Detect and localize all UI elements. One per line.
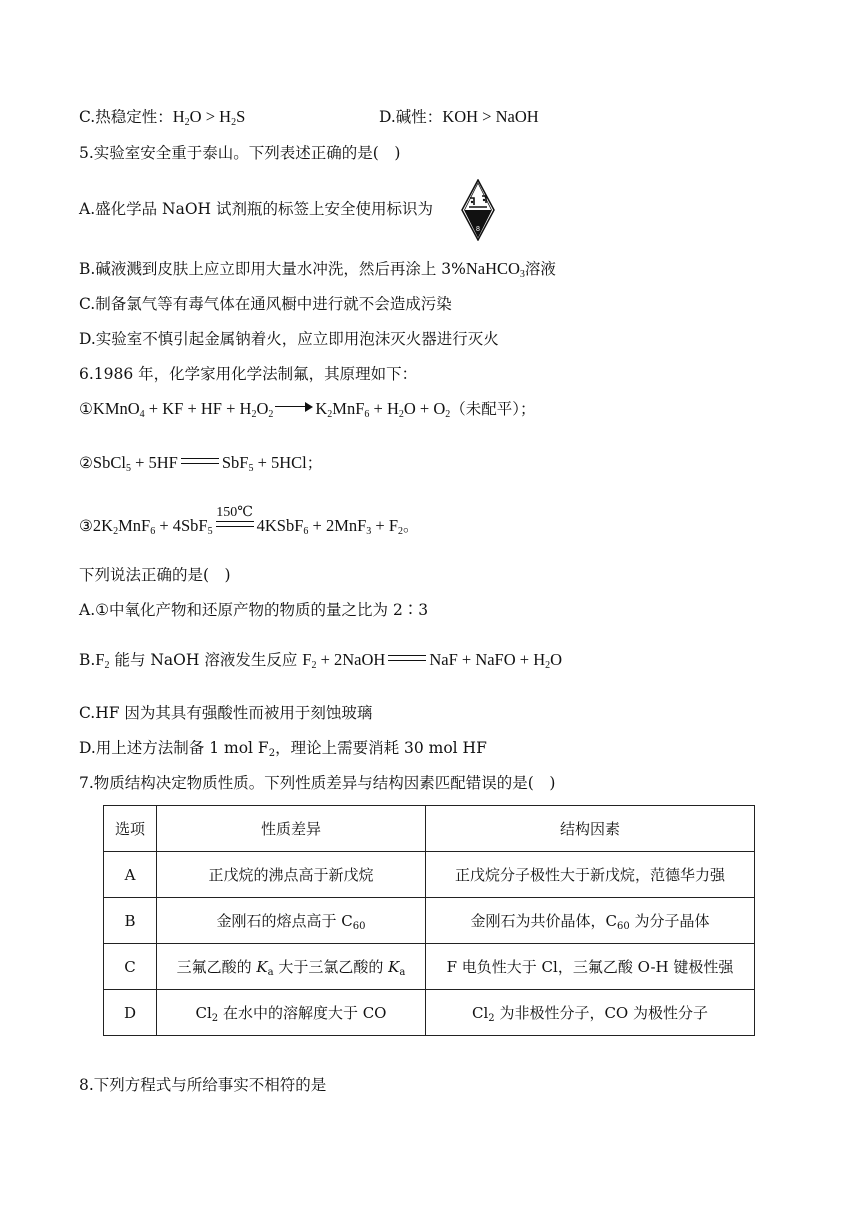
q6-reaction-2: ②SbCl$_5$ + 5HF SbF$_5$ + 5HCl； [79,453,323,474]
table-header: 性质差异 [157,806,426,852]
q4-option-d: D.碱性：KOH > NaOH [379,107,539,126]
reaction-condition: 150℃ [216,505,253,520]
q6-option-a: A.①中氧化产物和还原产物的物质的量之比为 2∶3 [79,601,429,619]
q8-stem: 8.下列方程式与所给事实不相符的是 [79,1076,327,1094]
table-cell: 正戊烷的沸点高于新戊烷 [157,852,426,898]
q6-option-d: D.用上述方法制备 1 mol $F_2$，理论上需要消耗 30 mol HF [79,739,487,759]
q5-stem: 5.实验室安全重于泰山。下列表述正确的是( ) [79,144,401,162]
table-cell: B [104,898,157,944]
q5-option-c: C.制备氯气等有毒气体在通风橱中进行就不会造成污染 [79,295,452,313]
q5-option-a: A.盛化学品 NaOH 试剂瓶的标签上安全使用标识为 [79,200,434,218]
table-cell: A [104,852,157,898]
svg-text:8: 8 [476,226,480,233]
table-header: 结构因素 [426,806,755,852]
table-header: 选项 [104,806,157,852]
table-row [104,852,755,898]
table-row [104,990,755,1036]
table-cell: D [104,990,157,1036]
q5-option-b: B.碱液溅到皮肤上应立即用大量水冲洗，然后再涂上 3%NaHCO$_3$溶液 [79,259,556,280]
corrosive-hazard-icon [461,179,495,241]
table-cell: F 电负性大于 Cl，三氟乙酸 O-H 键极性强 [426,944,755,990]
table-cell: $Cl_2$ 为非极性分子，CO 为极性分子 [426,990,755,1036]
reaction-arrow-icon [275,402,313,412]
equals-sign-icon [216,505,254,527]
table-cell: 三氟乙酸的 $K_a$ 大于三氯乙酸的 $K_a$ [157,944,426,990]
q7-stem: 7.物质结构决定物质性质。下列性质差异与结构因素匹配错误的是( ) [79,774,556,792]
q6-stem: 6.1986 年，化学家用化学法制氟，其原理如下： [79,365,418,383]
q6-option-c: C.HF 因为其具有强酸性而被用于刻蚀玻璃 [79,704,373,722]
q6-prompt: 下列说法正确的是( ) [79,566,231,584]
equals-sign-icon [181,458,219,464]
q4-option-c: C.热稳定性：$H_2O > H_2S$ [79,107,246,128]
q7-table [103,805,755,1036]
table-cell: 金刚石为共价晶体，$C_{60}$ 为分子晶体 [426,898,755,944]
table-cell: C [104,944,157,990]
table-row [104,898,755,944]
table-row [104,944,755,990]
table-cell: 金刚石的熔点高于 $C_{60}$ [157,898,426,944]
equals-sign-icon [388,655,426,661]
table-header-row [104,806,755,852]
table-cell: $Cl_2$ 在水中的溶解度大于 CO [157,990,426,1036]
q6-reaction-1: ①KMnO$_4$ + KF + HF + $H_2O_2$ $K_2MnF_6 + H_2O + O_2$（未配平）； [79,399,536,420]
q5-option-d: D.实验室不慎引起金属钠着火，应立即用泡沫灭火器进行灭火 [79,330,499,348]
q6-reaction-3: $③2K_2MnF_6 + 4SbF_5$ 150℃ 4KSbF$_6$ + $2MnF_3 + F_2$。 [79,515,419,543]
q6-option-b: $B.F_2$ 能与 NaOH 溶液发生反应 $F_2$ + 2NaOH NaF + NaFO + $H_2O$ [79,650,563,671]
table-cell: 正戊烷分子极性大于新戊烷，范德华力强 [426,852,755,898]
